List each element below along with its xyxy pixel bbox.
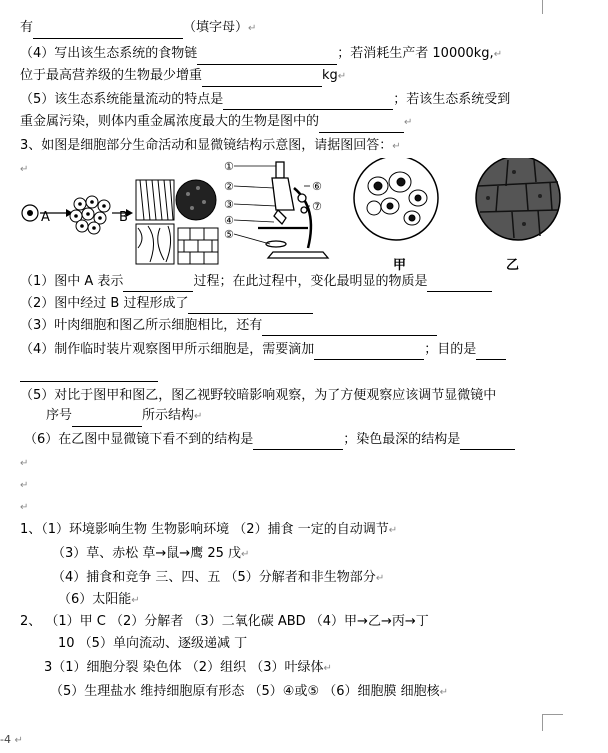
q5-line-2: 重金属污染，则体内重金属浓度最大的生物是图中的 ↵	[20, 112, 412, 133]
q3-6: （6）在乙图中显微镜下看不到的结构是 ；染色最深的结构是	[24, 430, 515, 450]
paragraph-mark: ↵	[20, 458, 29, 469]
microscope-label: ①	[224, 160, 234, 173]
answer-blank[interactable]	[202, 72, 322, 87]
figure-jia-label: 甲	[393, 258, 407, 273]
answer-3-line-2: （5）生理盐水 维持细胞原有形态 （5）④或⑤ （6）细胞膜 细胞核↵	[50, 684, 449, 699]
q3-2: （2）图中经过 B 过程形成了	[20, 294, 313, 314]
answer-2-line-2: 10 （5）单向流动、逐级递减 丁	[58, 636, 248, 651]
answer-blank[interactable]	[314, 345, 424, 360]
answer-1-line-1: 1、（1）环境影响生物 生物影响环境 （2）捕食 一定的自动调节↵	[20, 522, 398, 537]
answer-blank[interactable]	[319, 118, 404, 133]
cell-figure	[18, 158, 578, 273]
answer-blank[interactable]	[262, 321, 437, 336]
answer-blank[interactable]	[460, 435, 515, 450]
answer-blank[interactable]	[476, 345, 506, 360]
answer-blank[interactable]	[72, 412, 142, 427]
answer-1-line-2: （3）草、赤松 草→鼠→鹰 25 戊↵	[52, 546, 250, 561]
q3-4-cont	[20, 362, 158, 382]
microscope-label: ②	[224, 180, 234, 193]
page-number: -4 ↵	[0, 733, 23, 746]
microscope-label: ③	[224, 198, 234, 211]
answer-blank[interactable]	[253, 435, 343, 450]
microscope-label: ⑦	[312, 200, 322, 213]
answer-3-line-1: 3（1）细胞分裂 染色体 （2）组织 （3）叶绿体↵	[44, 660, 332, 675]
microscope-label: ⑥	[312, 180, 322, 193]
q3-3: （3）叶肉细胞和图乙所示细胞相比，还有	[20, 316, 437, 336]
arrow-b-label: B	[119, 210, 128, 225]
q3-4: （4）制作临时装片观察图甲所示细胞是，需要滴加 ；目的是	[20, 340, 506, 360]
q4-line-2: 位于最高营养级的生物最少增重 kg↵	[20, 66, 346, 87]
q3-1: （1）图中 A 表示 过程；在此过程中，变化最明显的物质是	[20, 272, 492, 292]
q3-5-cont: 序号 所示结构↵	[46, 406, 202, 427]
corner-mark-bottom-right	[542, 714, 563, 731]
microscope-label: ④	[224, 214, 234, 227]
question-3-title: 3、如图是细胞部分生命活动和显微镜结构示意图，请据图回答：↵	[20, 138, 401, 153]
q5-line: （5）该生态系统能量流动的特点是 ；若该生态系统受到	[20, 90, 510, 110]
answer-blank[interactable]	[33, 24, 183, 39]
paragraph-mark: ↵	[20, 164, 29, 175]
cell-division-diagram	[18, 158, 578, 273]
answer-1-line-4: （6）太阳能↵	[58, 592, 140, 607]
answer-blank[interactable]	[123, 277, 193, 292]
paragraph-mark: ↵	[20, 502, 29, 513]
line-0: 有 （填字母）↵	[20, 18, 256, 39]
answer-1-line-3: （4）捕食和竞争 三、四、五 （5）分解者和非生物部分↵	[52, 570, 385, 585]
arrow-a-label: A	[41, 210, 50, 225]
paragraph-mark: ↵	[20, 480, 29, 491]
answer-blank[interactable]	[20, 367, 158, 382]
answer-blank[interactable]	[197, 50, 337, 65]
answer-blank[interactable]	[427, 277, 492, 292]
answer-blank[interactable]	[188, 299, 313, 314]
corner-mark-top-right	[542, 0, 543, 14]
answer-blank[interactable]	[223, 95, 393, 110]
answer-2-line-1: 2、 （1）甲 C （2）分解者 （3）二氧化碳 ABD （4）甲→乙→丙→丁	[20, 614, 429, 629]
figure-yi-label: 乙	[506, 258, 520, 273]
microscope-label: ⑤	[224, 228, 234, 241]
q3-5: （5）对比于图甲和图乙，图乙视野较暗影响观察，为了方便观察应该调节显微镜中	[20, 388, 497, 403]
q4-line: （4）写出该生态系统的食物链 ；若消耗生产者 10000kg,↵	[20, 44, 502, 65]
